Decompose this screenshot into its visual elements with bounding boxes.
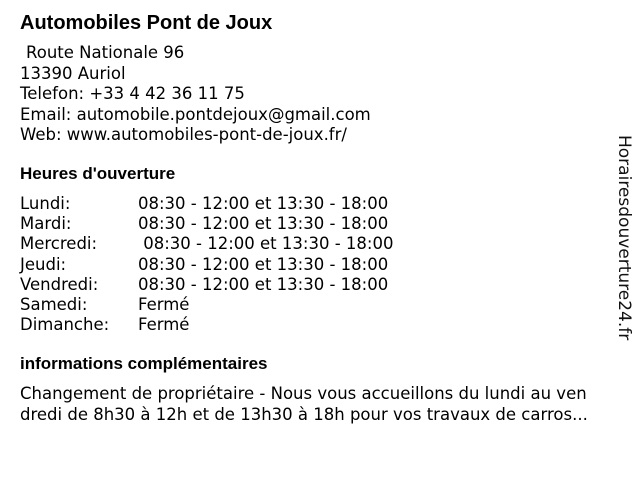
additional-info-text: [20, 383, 630, 425]
city-address: 13390 Auriol: [20, 63, 126, 83]
opening-hours-table: [20, 194, 440, 335]
day-label: Vendredi:: [20, 274, 99, 294]
info-line-2: dredi de 8h30 à 12h et de 13h30 à 18h pour vos travaux de carros...: [20, 405, 588, 424]
hours-row-tuesday: [20, 214, 440, 234]
additional-info-heading: informations complémentaires: [20, 354, 268, 373]
hours-value: Fermé: [138, 315, 190, 335]
hours-row-monday: [20, 194, 440, 214]
hours-row-sunday: [20, 315, 440, 335]
street-address: Route Nationale 96: [26, 43, 185, 62]
hours-value: 08:30 - 12:00 et 13:30 - 18:00: [138, 234, 394, 254]
hours-value: 08:30 - 12:00 et 13:30 - 18:00: [138, 254, 389, 274]
business-name: Automobiles Pont de Joux: [20, 12, 273, 34]
hours-row-thursday: [20, 255, 440, 275]
hours-row-saturday: [20, 295, 440, 315]
day-label: Jeudi:: [20, 254, 67, 274]
hours-value: 08:30 - 12:00 et 13:30 - 18:00: [138, 194, 389, 213]
site-brand-watermark: Horairesdouverture24.fr: [614, 135, 634, 341]
phone-line: Telefon: +33 4 42 36 11 75: [20, 84, 245, 103]
hours-value: 08:30 - 12:00 et 13:30 - 18:00: [138, 274, 389, 294]
day-label: Samedi:: [20, 294, 88, 314]
email-line: Email: automobile.pontdejoux@gmail.com: [20, 104, 371, 124]
info-line-1: Changement de propriétaire - Nous vous accueillons du lundi au ven: [20, 384, 587, 403]
website-line: Web: www.automobiles-pont-de-joux.fr/: [20, 125, 347, 144]
hours-row-wednesday: [20, 234, 440, 254]
hours-value: Fermé: [138, 294, 190, 314]
hours-value: 08:30 - 12:00 et 13:30 - 18:00: [138, 214, 389, 234]
day-label: Lundi:: [20, 194, 71, 213]
contact-block: [20, 43, 371, 146]
day-label: Dimanche:: [20, 315, 110, 335]
day-label: Mardi:: [20, 214, 72, 234]
opening-hours-heading: Heures d'ouverture: [20, 164, 176, 183]
hours-row-friday: [20, 275, 440, 295]
day-label: Mercredi:: [20, 234, 98, 254]
